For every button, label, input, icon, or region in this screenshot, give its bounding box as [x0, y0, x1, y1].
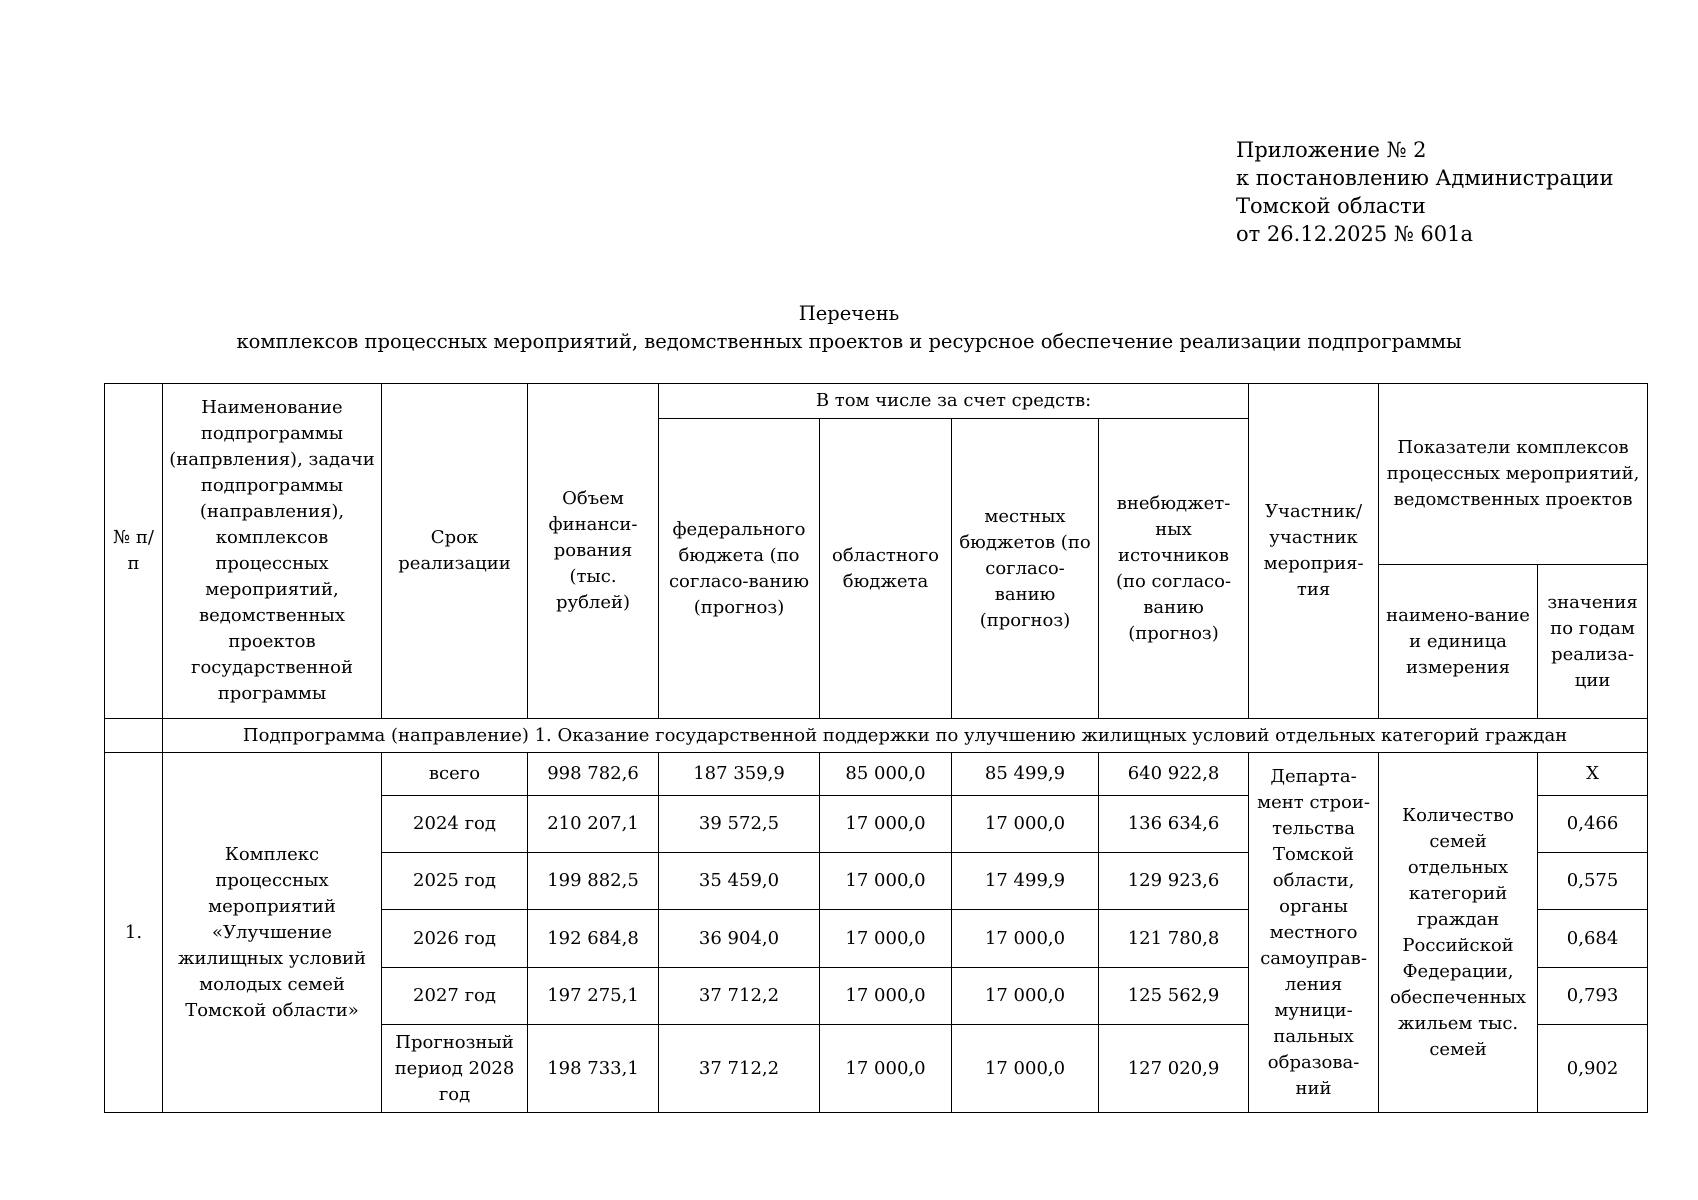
row-term: 2024 год: [382, 796, 528, 853]
row-regional: 85 000,0: [820, 753, 952, 796]
row-extra: 121 780,8: [1099, 910, 1249, 968]
row-value: 0,684: [1538, 910, 1648, 968]
row-extra: 129 923,6: [1099, 853, 1249, 910]
item-indicator: Количество семей отдельных категорий граждан Российской Федерации, обеспеченных жильем тыс. семей: [1379, 753, 1538, 1113]
row-term: 2026 год: [382, 910, 528, 968]
row-volume: 197 275,1: [528, 968, 659, 1025]
row-term: 2027 год: [382, 968, 528, 1025]
header-extra: внебюджет-ных источников (по согласо-ванию (прогноз): [1099, 419, 1249, 719]
row-term: Прогнозный период 2028 год: [382, 1025, 528, 1113]
row-federal: 39 572,5: [659, 796, 820, 853]
row-federal: 187 359,9: [659, 753, 820, 796]
row-volume: 199 882,5: [528, 853, 659, 910]
item-num: 1.: [105, 753, 163, 1113]
header-including: В том числе за счет средств:: [659, 384, 1249, 419]
header-term: Срок реализации: [382, 384, 528, 719]
row-regional: 17 000,0: [820, 968, 952, 1025]
appendix-block: [1236, 136, 1614, 248]
header-indicator-values: значения по годам реализа-ции: [1538, 565, 1648, 719]
row-local: 17 000,0: [952, 796, 1099, 853]
subprogram-title: Подпрограмма (направление) 1. Оказание государственной поддержки по улучшению жилищных условий отдельных категорий граждан: [163, 719, 1648, 753]
row-regional: 17 000,0: [820, 796, 952, 853]
header-federal: федерального бюджета (по согласо-ванию (прогноз): [659, 419, 820, 719]
header-local: местных бюджетов (по согласо-ванию (прогноз): [952, 419, 1099, 719]
row-value: Х: [1538, 753, 1648, 796]
row-local: 17 499,9: [952, 853, 1099, 910]
row-volume: 210 207,1: [528, 796, 659, 853]
row-value: 0,575: [1538, 853, 1648, 910]
row-regional: 17 000,0: [820, 910, 952, 968]
row-term: всего: [382, 753, 528, 796]
row-volume: 192 684,8: [528, 910, 659, 968]
measures-table: [104, 383, 1648, 1113]
header-participant: Участник/ участник мероприя-тия: [1249, 384, 1379, 719]
document-subtitle: комплексов процессных мероприятий, ведомственных проектов и ресурсное обеспечение реализации подпрограммы: [236, 330, 1462, 353]
row-extra: 136 634,6: [1099, 796, 1249, 853]
row-regional: 17 000,0: [820, 853, 952, 910]
row-volume: 198 733,1: [528, 1025, 659, 1113]
item-name: Комплекс процессных мероприятий «Улучшение жилищных условий молодых семей Томской области»: [163, 753, 382, 1113]
row-local: 85 499,9: [952, 753, 1099, 796]
row-federal: 36 904,0: [659, 910, 820, 968]
header-num: № п/п: [105, 384, 163, 719]
row-federal: 37 712,2: [659, 1025, 820, 1113]
subprogram-num-cell: [105, 719, 163, 753]
row-extra: 127 020,9: [1099, 1025, 1249, 1113]
appendix-line-4: от 26.12.2025 № 601а: [1236, 222, 1473, 246]
row-value: 0,466: [1538, 796, 1648, 853]
row-value: 0,902: [1538, 1025, 1648, 1113]
header-indicator-name: наимено-вание и единица измерения: [1379, 565, 1538, 719]
header-volume: Объем финанси-рования (тыс. рублей): [528, 384, 659, 719]
item-participant: Департа-мент строи-тельства Томской области, органы местного самоуправ-ления муници-пальных образова-ний: [1249, 753, 1379, 1113]
header-indicators: Показатели комплексов процессных мероприятий, ведомственных проектов: [1379, 384, 1648, 565]
appendix-line-3: Томской области: [1236, 194, 1426, 218]
row-term: 2025 год: [382, 853, 528, 910]
row-value: 0,793: [1538, 968, 1648, 1025]
row-extra: 640 922,8: [1099, 753, 1249, 796]
row-local: 17 000,0: [952, 1025, 1099, 1113]
row-extra: 125 562,9: [1099, 968, 1249, 1025]
row-regional: 17 000,0: [820, 1025, 952, 1113]
appendix-line-2: к постановлению Администрации: [1236, 166, 1614, 190]
row-local: 17 000,0: [952, 910, 1099, 968]
row-volume: 998 782,6: [528, 753, 659, 796]
header-regional: областного бюджета: [820, 419, 952, 719]
row-federal: 37 712,2: [659, 968, 820, 1025]
row-local: 17 000,0: [952, 968, 1099, 1025]
header-name: Наименование подпрограммы (напрвления), задачи подпрограммы (направления), комплексов процессных мероприятий, ведомственных проектов государственной программы: [163, 384, 382, 719]
row-federal: 35 459,0: [659, 853, 820, 910]
appendix-line-1: Приложение № 2: [1236, 138, 1427, 162]
document-title: Перечень: [798, 302, 900, 325]
